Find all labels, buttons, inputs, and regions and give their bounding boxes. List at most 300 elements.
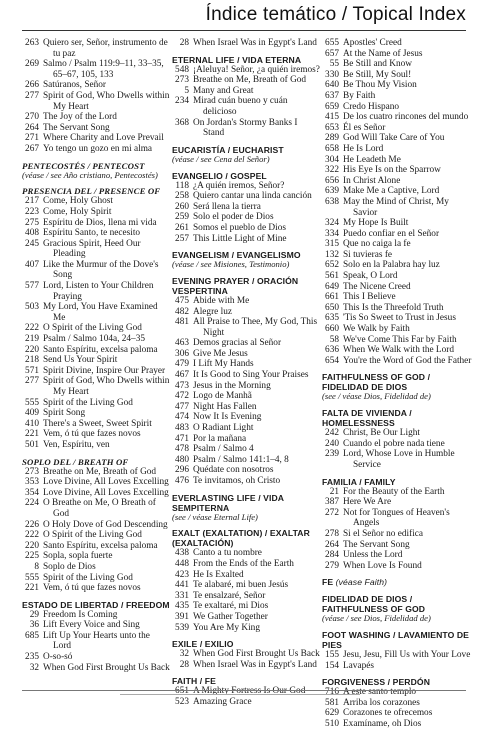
hymn-title: Si tuvieras fe <box>343 249 393 260</box>
index-entry <box>22 196 170 207</box>
hymn-title: O Spirit of the Living God <box>43 323 142 334</box>
hymn-number: 28 <box>179 38 189 48</box>
index-entry <box>22 112 170 123</box>
hymn-number: 480 <box>175 454 189 465</box>
index-section <box>172 676 320 707</box>
index-entry <box>172 649 320 660</box>
hymn-title: Freedom Is Coming <box>43 609 118 620</box>
hymn-title: I Lift My Hands <box>193 359 254 370</box>
hymn-number: 154 <box>325 660 339 671</box>
index-entry <box>322 529 472 540</box>
hymn-title: Credo Hispano <box>343 101 400 112</box>
index-entry <box>172 697 320 708</box>
index-column-2 <box>172 38 320 714</box>
index-entry <box>322 282 472 293</box>
hymn-number: 654 <box>325 355 339 366</box>
index-entry <box>322 102 472 113</box>
footer-rule <box>22 690 466 691</box>
hymn-title: Solo el poder de Dios <box>193 212 274 223</box>
hymn-number: 330 <box>325 69 339 80</box>
section-note: (véase / see Cena del Señor) <box>172 153 270 164</box>
index-entry <box>22 334 170 345</box>
hymn-title: The Joy of the Lord <box>43 112 117 123</box>
hymn-title: O Radiant Light <box>193 423 254 434</box>
header-rule <box>22 30 466 31</box>
index-entry <box>22 91 170 112</box>
index-entry <box>322 176 472 187</box>
hymn-number: 264 <box>25 122 39 133</box>
hymn-number: 272 <box>325 507 339 518</box>
section-heading: SOPLO DEL / BREATH OF <box>22 456 129 467</box>
section-heading: FAITHFULNESS OF GOD / FIDELIDAD DE DIOS <box>322 372 431 393</box>
hymn-number: 481 <box>175 317 189 328</box>
hymn-number: 649 <box>325 281 339 292</box>
hymn-number: 261 <box>175 222 189 233</box>
hymn-number: 273 <box>25 466 39 477</box>
index-entry <box>22 498 170 519</box>
index-entry <box>172 444 320 455</box>
index-entry <box>22 302 170 323</box>
hymn-title: The Nicene Creed <box>343 281 411 292</box>
hymn-number: 278 <box>325 528 339 539</box>
hymn-title: Te alabaré, mi buen Jesús <box>193 580 289 591</box>
index-entry <box>172 381 320 392</box>
index-section <box>22 186 170 450</box>
index-entry <box>322 80 472 91</box>
hymn-number: 650 <box>325 302 339 313</box>
hymn-number: 36 <box>29 620 39 631</box>
index-entry <box>22 376 170 397</box>
hymn-title: He Leadeth Me <box>343 154 401 165</box>
hymn-title: In Christ Alone <box>343 175 401 186</box>
index-section <box>172 250 320 270</box>
hymn-title: When Israel Was in Egypt's Land <box>193 659 317 670</box>
hymn-title: Come, Holy Ghost <box>43 196 113 207</box>
section-note: (véase / see Dios, Fidelidad de) <box>322 613 431 624</box>
hymn-title: Somos el pueblo de Dios <box>193 222 286 233</box>
hymn-title: Te exaltaré, mi Dios <box>193 601 269 612</box>
hymn-title: There's a Sweet, Sweet Spirit <box>43 418 152 429</box>
index-entry <box>22 133 170 144</box>
section-heading: FORGIVENESS / PERDÓN <box>322 677 431 688</box>
hymn-number: 8 <box>34 561 39 572</box>
hymn-title: Quédate con nosotros <box>193 465 274 476</box>
index-entry <box>22 366 170 377</box>
hymn-number: 659 <box>325 101 339 112</box>
hymn-number: 289 <box>325 133 339 144</box>
index-entry <box>172 317 320 338</box>
hymn-number: 640 <box>325 80 339 91</box>
hymn-title: Si el Señor no edifica <box>343 528 424 539</box>
index-entry <box>22 551 170 562</box>
hymn-title: He Is Lord <box>343 143 384 154</box>
section-heading: EXILE / EXILIO <box>172 639 234 650</box>
section-note: (see / véase Eternal Life) <box>172 511 258 522</box>
section-heading: EVERLASTING LIFE / VIDA SEMPITERNA <box>172 492 284 513</box>
hymn-number: 661 <box>325 292 339 303</box>
hymn-number: 635 <box>325 313 339 324</box>
hymn-title: Psalm / Salmo 4 <box>193 444 254 455</box>
hymn-title: When Israel Was in Egypt's Land <box>193 38 317 48</box>
index-section <box>22 600 170 674</box>
hymn-title: ¡Aleluya! Señor, ¿a quién iremos? <box>193 64 320 75</box>
index-entry <box>22 228 170 239</box>
hymn-title: On Jordan's Stormy Banks I Stand <box>193 117 298 139</box>
section-heading: FIDELIDAD DE DIOS / FAITHFULNESS OF GOD <box>322 594 426 615</box>
index-entry <box>322 218 472 229</box>
index-entry <box>172 423 320 434</box>
hymn-number: 263 <box>25 38 39 48</box>
index-entry <box>322 508 472 529</box>
index-entry <box>322 38 472 49</box>
index-entry <box>322 661 472 672</box>
hymn-number: 5 <box>184 85 189 96</box>
hymn-title: ¿A quién iremos, Señor? <box>193 180 285 191</box>
index-entry <box>322 144 472 155</box>
index-entry <box>172 559 320 570</box>
hymn-title: Give Me Jesus <box>193 348 248 359</box>
index-entry <box>22 398 170 409</box>
hymn-number: 656 <box>325 175 339 186</box>
hymn-number: 716 <box>325 687 339 698</box>
hymn-title: Santo Espíritu, excelsa paloma <box>43 540 158 551</box>
index-entry <box>322 650 472 661</box>
index-section <box>22 457 170 594</box>
hymn-title: Gracious Spirit, Heed Our Pleading <box>43 238 141 260</box>
hymn-title: Canto a tu nombre <box>193 548 262 559</box>
hymn-number: 415 <box>325 112 339 123</box>
hymn-number: 685 <box>25 630 39 641</box>
hymn-number: 435 <box>175 601 189 612</box>
section-heading: EVANGELISM / EVANGELISMO <box>172 250 301 261</box>
hymn-number: 222 <box>25 530 39 541</box>
hymn-title: Be Thou My Vision <box>343 80 417 91</box>
hymn-number: 477 <box>175 401 189 412</box>
index-entry <box>322 550 472 561</box>
hymn-number: 155 <box>325 649 339 660</box>
index-entry <box>22 207 170 218</box>
hymn-number: 657 <box>325 48 339 59</box>
section-heading: FAMILIA / FAMILY <box>322 476 396 487</box>
hymn-number: 636 <box>325 345 339 356</box>
index-entry <box>322 229 472 240</box>
hymn-title: Spirit of God, Who Dwells within My Heart <box>43 376 170 398</box>
index-entry <box>172 601 320 612</box>
hymn-number: 28 <box>179 659 189 670</box>
hymn-number: 475 <box>175 295 189 306</box>
hymn-number: 409 <box>25 408 39 419</box>
index-entry <box>22 419 170 430</box>
hymn-number: 476 <box>175 476 189 486</box>
hymn-title: Logo de Manhã <box>193 391 252 402</box>
index-entry <box>172 570 320 581</box>
index-column-3 <box>322 38 472 735</box>
index-section <box>22 38 170 155</box>
hymn-title: You Are My King <box>193 622 260 633</box>
hymn-title: Make Me a Captive, Lord <box>343 186 440 197</box>
hymn-title: You're the Word of God the Father <box>343 355 472 366</box>
hymn-number: 279 <box>325 560 339 571</box>
index-entry <box>172 612 320 623</box>
hymn-title: Santo Espíritu, excelsa paloma <box>43 344 158 355</box>
hymn-title: Love Divine, All Loves Excelling <box>43 487 169 498</box>
hymn-title: This Little Light of Mine <box>193 233 287 244</box>
hymn-title: Que no caiga la fe <box>343 239 411 250</box>
index-entry <box>322 91 472 102</box>
hymn-title: His Eye Is on the Sparrow <box>343 165 441 176</box>
hymn-number: 235 <box>25 652 39 663</box>
hymn-number: 555 <box>25 397 39 408</box>
hymn-title: Vem, ó tú que fazes novos <box>43 583 141 594</box>
hymn-number: 242 <box>325 428 339 439</box>
hymn-number: 334 <box>325 228 339 239</box>
index-entry <box>172 434 320 445</box>
hymn-number: 368 <box>175 117 189 128</box>
index-entry <box>22 218 170 229</box>
hymn-number: 503 <box>25 302 39 313</box>
index-entry <box>172 338 320 349</box>
hymn-number: 658 <box>325 143 339 154</box>
hymn-number: 581 <box>325 697 339 708</box>
index-entry <box>172 212 320 223</box>
index-entry <box>22 477 170 488</box>
hymn-title: Cuando el pobre nada tiene <box>343 438 445 449</box>
hymn-title: Not for Tongues of Heaven's Angels <box>343 507 450 529</box>
index-entry <box>22 355 170 366</box>
hymn-number: 270 <box>25 112 39 123</box>
section-note: (see / véase Dios, Fidelidad de) <box>322 391 431 402</box>
index-entry <box>172 660 320 671</box>
index-entry <box>172 349 320 360</box>
hymn-title: Here We Are <box>343 497 392 508</box>
hymn-number: 306 <box>175 348 189 359</box>
index-entry <box>172 307 320 318</box>
hymn-number: 273 <box>175 75 189 86</box>
index-entry <box>22 144 170 155</box>
index-entry <box>322 165 472 176</box>
index-entry <box>172 191 320 202</box>
section-heading: EVENING PRAYER / ORACIÓN VESPERTINA <box>172 275 299 296</box>
index-entry <box>322 439 472 450</box>
hymn-title: Solo en la Palabra hay luz <box>343 260 440 271</box>
hymn-title: Sopla, sopla fuerte <box>43 551 113 562</box>
index-section <box>322 630 472 671</box>
hymn-number: 651 <box>175 686 189 697</box>
index-entry <box>172 686 320 697</box>
index-entry <box>322 335 472 346</box>
index-entry <box>172 391 320 402</box>
hymn-number: 474 <box>175 412 189 423</box>
section-heading: FOOT WASHING / LAVAMIENTO DE PIES <box>322 629 469 650</box>
index-section <box>322 594 472 624</box>
hymn-number: 482 <box>175 306 189 317</box>
hymn-title: Apostles' Creed <box>343 38 402 48</box>
hymn-title: Spirit Song <box>43 408 86 419</box>
hymn-number: 407 <box>25 259 39 270</box>
hymn-number: 226 <box>25 519 39 530</box>
hymn-title: At the Name of Jesus <box>343 48 423 59</box>
hymn-number: 296 <box>175 465 189 476</box>
hymn-number: 221 <box>25 583 39 594</box>
hymn-title: Mirad cuán bueno y cuán delicioso <box>193 96 288 117</box>
hymn-title: All Praise to Thee, My God, This Night <box>193 317 318 338</box>
hymn-title: Puedo confiar en el Señor <box>343 228 440 239</box>
hymn-title: Vem, ó tú que fazes novos <box>43 429 141 440</box>
hymn-number: 239 <box>325 449 339 460</box>
hymn-title: This Is the Threefold Truth <box>343 302 444 313</box>
hymn-number: 660 <box>325 324 339 335</box>
index-entry <box>322 239 472 250</box>
index-entry <box>22 541 170 552</box>
index-entry <box>22 530 170 541</box>
hymn-title: Él es Señor <box>343 122 386 133</box>
hymn-number: 655 <box>325 38 339 48</box>
index-section <box>172 528 320 633</box>
hymn-title: Quiero cantar una linda canción <box>193 191 312 202</box>
hymn-number: 225 <box>25 551 39 562</box>
hymn-title: Come, Holy Spirit <box>43 206 112 217</box>
index-entry <box>322 112 472 123</box>
hymn-number: 410 <box>25 418 39 429</box>
index-entry <box>172 465 320 476</box>
hymn-title: A Mighty Fortress Is Our God <box>193 686 306 697</box>
hymn-title: When Love Is Found <box>343 560 422 571</box>
hymn-title: Night Has Fallen <box>193 401 257 412</box>
hymn-title: We've Come This Far by Faith <box>343 334 457 345</box>
hymn-title: Spirit of the Living God <box>43 397 133 408</box>
index-entry <box>22 80 170 91</box>
index-section <box>172 493 320 523</box>
hymn-number: 561 <box>325 271 339 282</box>
hymn-title: God Will Take Care of You <box>343 133 445 144</box>
index-entry <box>22 562 170 573</box>
index-section <box>322 577 472 588</box>
index-section <box>322 477 472 572</box>
index-entry <box>322 561 472 572</box>
index-entry <box>322 303 472 314</box>
index-entry <box>22 429 170 440</box>
hymn-number: 258 <box>175 191 189 202</box>
hymn-title: Espíritu de Dios, llena mi vida <box>43 217 157 228</box>
index-entry <box>22 583 170 594</box>
hymn-title: He Is Exalted <box>193 569 244 580</box>
index-section <box>22 161 170 181</box>
index-entry <box>322 186 472 197</box>
hymn-title: This I Believe <box>343 292 396 303</box>
hymn-title: Te invitamos, oh Cristo <box>193 476 281 486</box>
hymn-number: 217 <box>25 196 39 207</box>
index-entry <box>322 719 472 730</box>
hymn-number: 448 <box>175 558 189 569</box>
index-entry <box>22 610 170 621</box>
hymn-number: 223 <box>25 206 39 217</box>
index-entry <box>172 591 320 602</box>
index-entry <box>172 580 320 591</box>
index-entry <box>172 476 320 487</box>
hymn-number: 29 <box>29 609 39 620</box>
hymn-title: Espíritu Santo, te necesito <box>43 228 141 239</box>
hymn-number: 55 <box>329 59 339 70</box>
hymn-number: 32 <box>29 662 39 673</box>
index-entry <box>172 65 320 76</box>
hymn-number: 315 <box>325 239 339 250</box>
section-heading: ETERNAL LIFE / VIDA ETERNA <box>172 54 302 65</box>
index-entry <box>322 487 472 498</box>
index-column-1 <box>22 38 170 679</box>
index-section <box>172 55 320 139</box>
hymn-number: 222 <box>25 323 39 334</box>
hymn-number: 387 <box>325 497 339 508</box>
index-entry <box>322 449 472 470</box>
hymn-title: For the Beauty of the Earth <box>343 486 445 497</box>
hymn-number: 220 <box>25 344 39 355</box>
hymn-number: 277 <box>25 376 39 387</box>
hymn-number: 266 <box>25 80 39 91</box>
index-entry <box>322 356 472 367</box>
hymn-number: 639 <box>325 186 339 197</box>
hymn-title: We Gather Together <box>193 611 268 622</box>
hymn-number: 259 <box>175 212 189 223</box>
hymn-number: 264 <box>325 539 339 550</box>
index-entry <box>22 663 170 674</box>
hymn-title: Love Divine, All Loves Excelling <box>43 477 169 488</box>
index-entry <box>322 197 472 218</box>
section-note: (véase / see Año cristiano, Pentecostés) <box>22 169 158 180</box>
hymn-title: Abide with Me <box>193 295 250 306</box>
index-entry <box>322 292 472 303</box>
hymn-title: Speak, O Lord <box>343 271 398 282</box>
hymn-title: We Walk by Faith <box>343 324 410 335</box>
section-heading: FAITH / FE <box>172 676 216 687</box>
index-entry <box>322 123 472 134</box>
index-entry <box>172 370 320 381</box>
hymn-number: 577 <box>25 281 39 292</box>
index-entry <box>322 313 472 324</box>
index-entry <box>22 440 170 451</box>
hymn-title: Jesu, Jesu, Fill Us with Your Love <box>343 649 471 660</box>
hymn-title: From the Ends of the Earth <box>193 558 294 569</box>
hymn-title: Spirit of God, Who Dwells within My Heart <box>43 90 170 112</box>
hymn-title: May the Mind of Christ, My Savior <box>343 196 449 218</box>
index-section <box>322 372 472 402</box>
index-entry <box>172 202 320 213</box>
hymn-title: Breathe on Me, Breath of God <box>43 466 157 477</box>
hymn-title: When God First Brought Us Back <box>43 662 170 673</box>
index-entry <box>322 155 472 166</box>
hymn-number: 234 <box>175 96 189 107</box>
hymn-title: Será llena la tierra <box>193 201 261 212</box>
hymn-title: When We Walk with the Lord <box>343 345 454 356</box>
section-note: (véase / see Misiones, Testimonio) <box>172 259 290 270</box>
hymn-title: Send Us Your Spirit <box>43 355 118 366</box>
hymn-number: 555 <box>25 572 39 583</box>
section-note: (véase Faith) <box>333 577 388 588</box>
hymn-number: 472 <box>175 391 189 402</box>
index-entry <box>172 181 320 192</box>
hymn-number: 423 <box>175 569 189 580</box>
hymn-number: 408 <box>25 228 39 239</box>
hymn-number: 653 <box>325 122 339 133</box>
hymn-title: Amazing Grace <box>193 696 252 707</box>
hymn-number: 32 <box>179 649 189 660</box>
hymn-title: O Holy Dove of God Descending <box>43 519 168 530</box>
hymn-number: 269 <box>25 59 39 70</box>
hymn-number: 21 <box>329 486 339 497</box>
hymn-number: 354 <box>25 487 39 498</box>
index-entry <box>22 59 170 80</box>
index-entry <box>172 623 320 634</box>
index-entry <box>172 412 320 423</box>
